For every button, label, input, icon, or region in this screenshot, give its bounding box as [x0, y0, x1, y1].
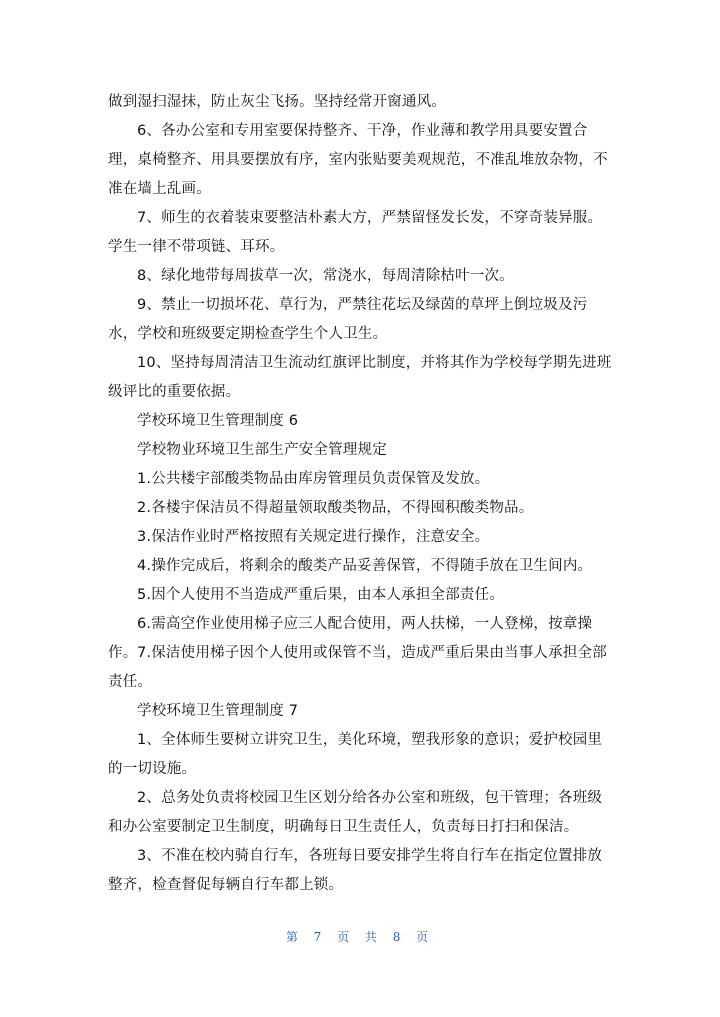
paragraph-item-7: 7、师生的衣着装束要整洁朴素大方，严禁留怪发长发，不穿奇装异服。学生一律不带项链、耳环。 — [108, 210, 603, 255]
section7-item-2: 2、总务处负责将校园卫生区划分给各办公室和班级，包干管理；各班级和办公室要制定卫生制度，明确每日卫生责任人，负责每日打扫和保洁。 — [108, 790, 603, 835]
paragraph-item-8: 8、绿化地带每周拔草一次，常浇水，每周清除枯叶一次。 — [137, 268, 514, 284]
section-subheading: 学校物业环境卫生部生产安全管理规定 — [137, 442, 387, 458]
rule-item-3: 3.保洁作业时严格按照有关规定进行操作，注意安全。 — [137, 529, 490, 545]
rule-item-1: 1.公共楼宇部酸类物品由库房管理员负责保管及发放。 — [137, 471, 490, 487]
page-number-footer: 第 7 页 共 8 页 — [285, 930, 435, 944]
section7-item-3: 3、不准在校内骑自行车，各班每日要安排学生将自行车在指定位置排放整齐，检查督促每辆自行车都上锁。 — [108, 848, 603, 893]
rule-item-2: 2.各楼宇保洁员不得超量领取酸类物品，不得囤积酸类物品。 — [137, 500, 534, 516]
paragraph-item-6: 6、各办公室和专用室要保持整齐、干净，作业薄和教学用具要安置合理，桌椅整齐、用具要摆放有序，室内张贴要美观规范，不准乱堆放杂物，不准在墙上乱画。 — [108, 123, 608, 197]
section7-item-1: 1、全体师生要树立讲究卫生，美化环境，塑我形象的意识；爱护校园里的一切设施。 — [108, 732, 603, 777]
paragraph-continuation: 做到湿扫湿抹，防止灰尘飞扬。坚持经常开窗通风。 — [108, 94, 447, 110]
section-heading-7: 学校环境卫生管理制度 7 — [137, 703, 299, 719]
rule-item-6: 6.需高空作业使用梯子应三人配合使用，两人扶梯，一人登梯，按章操作。 — [108, 616, 593, 661]
section-heading-6: 学校环境卫生管理制度 6 — [137, 413, 299, 429]
rule-item-7: 7.保洁使用梯子因个人使用或保管不当，造成严重后果由当事人承担全部责任。 — [108, 645, 607, 690]
rule-item-5: 5.因个人使用不当造成严重后果，由本人承担全部责任。 — [137, 587, 505, 603]
paragraph-item-10: 10、坚持每周清洁卫生流动红旗评比制度，并将其作为学校每学期先进班级评比的重要依据。 — [108, 355, 612, 400]
rule-item-4: 4.操作完成后，将剩余的酸类产品妥善保管，不得随手放在卫生间内。 — [137, 558, 593, 574]
paragraph-item-9: 9、禁止一切损坏花、草行为，严禁往花坛及绿茵的草坪上倒垃圾及污水，学校和班级要定期检查学生个人卫生。 — [108, 297, 588, 342]
